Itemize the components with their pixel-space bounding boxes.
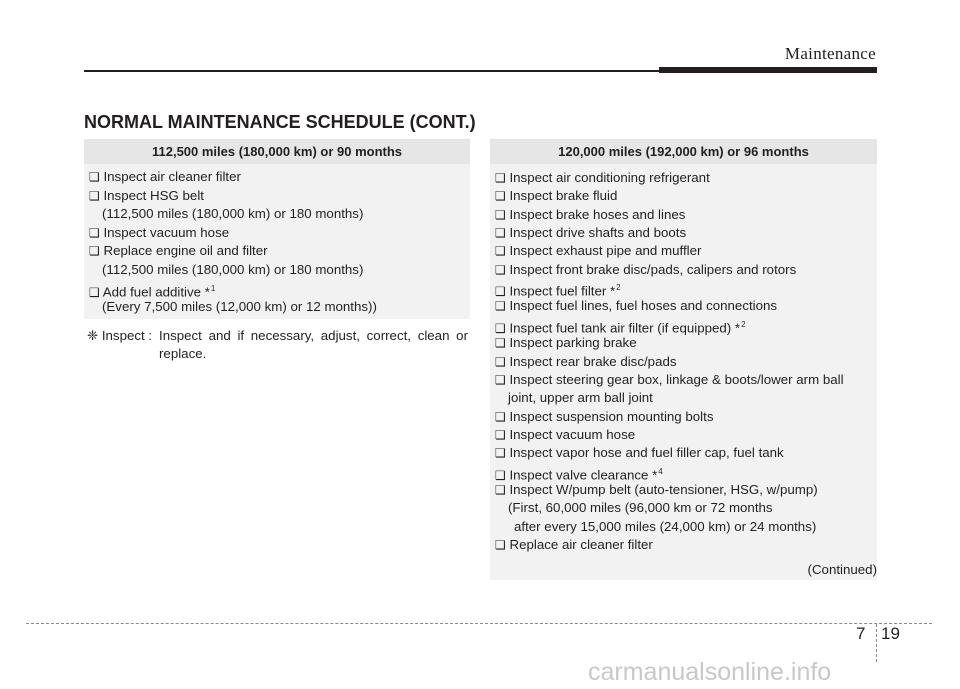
checklist-item [495,426,635,444]
checkbox-icon: ❑ [495,171,506,185]
item-text: Replace engine oil and filter [103,243,268,259]
item-text: Inspect steering gear box, linkage & boots/lower arm ball [509,371,844,387]
checkbox-icon: ❑ [89,170,100,184]
checkbox-icon: ❑ [495,299,506,314]
item-text: Inspect fuel filter * [509,283,616,299]
item-text: joint, upper arm ball joint [508,390,653,406]
checklist-item [495,353,677,371]
checklist-item [89,242,268,260]
footnote-marker: 4 [658,466,663,476]
page-title: NORMAL MAINTENANCE SCHEDULE (CONT.) [84,112,476,132]
footer-dashed-rule [26,623,932,624]
checkbox-icon: ❑ [495,207,506,222]
item-text: Inspect suspension mounting bolts [509,408,714,424]
checkbox-icon: ❑ [89,244,100,259]
checkbox-icon: ❑ [495,354,506,369]
item-text: Inspect vacuum hose [103,224,230,240]
checklist-item [495,536,653,554]
checkbox-icon: ❑ [495,189,506,204]
checkbox-icon: ❑ [495,446,506,461]
footnote-marker: 1 [210,283,216,293]
item-text: Inspect rear brake disc/pads [509,353,677,369]
checkbox-icon: ❑ [495,262,506,277]
header-rule-thick [659,67,877,73]
checklist-item [495,371,844,389]
footnote-marker: 2 [741,319,746,329]
checkbox-icon: ❑ [89,225,100,240]
checkbox-icon: ❑ [495,409,506,424]
checkbox-icon: ❑ [495,226,506,241]
checkbox-icon: ❑ [495,468,506,483]
checkbox-icon: ❑ [495,244,506,259]
checkbox-icon: ❑ [495,482,506,497]
item-text: Inspect valve clearance * [509,467,658,483]
note-key: ❈ Inspect : [87,328,153,343]
item-text: Inspect vapor hose and fuel filler cap, fuel tank [509,445,784,461]
checklist-item [495,334,637,352]
checkbox-icon: ❑ [495,321,506,336]
checkbox-icon: ❑ [495,538,506,552]
checklist-item-continuation [102,261,363,279]
checklist-item [495,297,777,315]
checklist-item-continuation [102,205,363,223]
item-text: (112,500 miles (180,000 km) or 180 months) [102,206,364,222]
item-text: Inspect brake hoses and lines [509,206,686,222]
checkbox-icon: ❑ [89,285,100,300]
checklist-item [495,242,701,260]
checkbox-icon: ❑ [495,336,506,351]
checklist-item [495,261,796,279]
checklist-item [89,168,241,186]
page-chapter: 7 [856,624,866,643]
checkbox-icon: ❑ [495,284,506,299]
item-text: Inspect air cleaner filter [103,169,241,184]
checkbox-icon: ❑ [89,188,100,203]
right-column-heading: 120,000 miles (192,000 km) or 96 months [490,139,877,164]
section-header: Maintenance [784,44,876,63]
footer-dashed-divider [876,624,877,662]
item-text: (First, 60,000 miles (96,000 km or 72 months [508,500,773,516]
watermark: carmanualsonline.info [588,658,832,686]
checklist-item [495,187,617,205]
checklist-item [89,224,229,242]
item-text: Inspect brake fluid [509,188,618,204]
item-text: Inspect air conditioning refrigerant [509,170,710,185]
continued-label: (Continued) [807,562,877,577]
item-text: (Every 7,500 miles (12,000 km) or 12 months)) [102,299,377,315]
checklist-item [495,481,818,499]
item-text: Inspect HSG belt [103,187,204,203]
checklist-item-continuation [514,518,816,536]
page-number: 19 [881,624,900,643]
checklist-item-continuation [508,499,773,517]
checklist-item [495,206,685,224]
item-text: Inspect fuel lines, fuel hoses and connections [509,298,778,314]
item-text: Inspect vacuum hose [509,426,636,442]
checklist-item [495,224,686,242]
item-text: after every 15,000 miles (24,000 km) or 24 months) [514,518,817,534]
checklist-item-continuation [508,389,653,407]
item-text: (112,500 miles (180,000 km) or 180 months) [102,262,364,277]
checklist-item [495,169,710,187]
item-text: Inspect W/pump belt (auto-tensioner, HSG, w/pump) [509,481,818,497]
item-text: Inspect front brake disc/pads, calipers and rotors [509,261,797,277]
header-rule-thin [84,70,659,72]
checklist-item [89,187,204,205]
checkbox-icon: ❑ [495,372,506,387]
note-text: Inspect and if necessary, adjust, correct, clean or replace. [159,328,468,361]
checkbox-icon: ❑ [495,427,506,442]
checklist-item [495,408,713,426]
checklist-item-continuation [102,298,377,316]
item-text: Add fuel additive * [102,284,210,300]
item-text: Inspect drive shafts and boots [509,225,687,241]
item-text: Inspect parking brake [509,335,637,351]
checklist-item [495,444,784,462]
item-text: Replace air cleaner filter [509,537,653,552]
footnote-marker: 2 [616,283,621,293]
item-text: Inspect exhaust pipe and muffler [509,243,702,259]
left-column-heading: 112,500 miles (180,000 km) or 90 months [84,139,470,164]
item-text: Inspect fuel tank air filter (if equipped) * [509,320,741,336]
